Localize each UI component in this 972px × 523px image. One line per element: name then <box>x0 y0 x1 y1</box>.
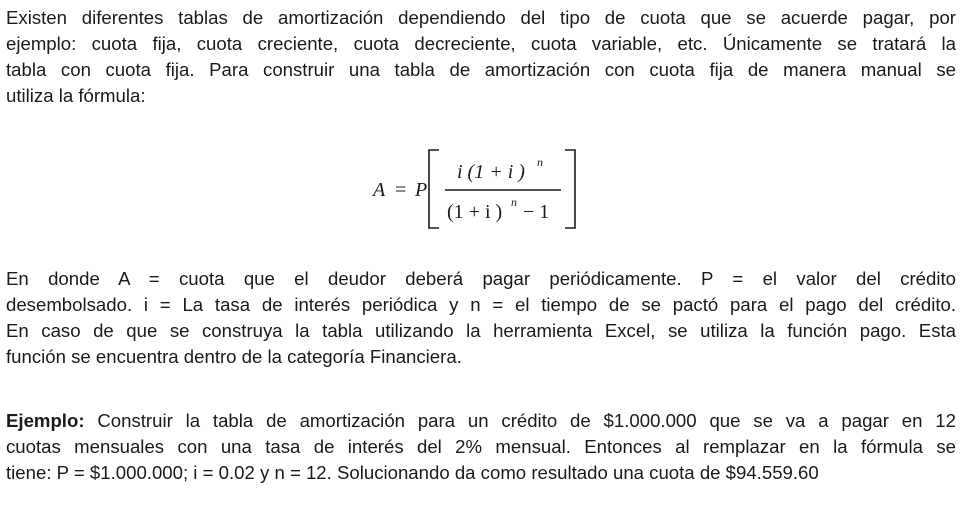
formula-denominator: (1 + i ) <box>447 201 503 223</box>
formula-denominator-tail: − 1 <box>523 201 550 223</box>
formula-numerator-exponent: n <box>537 155 543 169</box>
paragraph-line: utiliza la fórmula: <box>6 85 146 106</box>
formula-lhs: A <box>373 179 386 201</box>
example-label: Ejemplo: <box>6 410 85 431</box>
paragraph-line <box>6 408 956 434</box>
formula-p: P <box>415 179 428 201</box>
formula-denominator-exponent: n <box>511 195 517 209</box>
paragraph-line: En caso de que se construya la tabla utilizando la herramienta Excel, se utiliza la función pago. Esta <box>6 320 956 341</box>
paragraph-line: función se encuentra dentro de la categoría Financiera. <box>6 346 462 367</box>
intro-paragraph <box>6 5 956 109</box>
left-bracket <box>429 150 439 228</box>
paragraph-line: En donde A = cuota que el deudor deberá pagar periódicamente. P = el valor del crédito <box>6 268 956 289</box>
paragraph-line: cuotas mensuales con una tasa de interés del 2% mensual. Entonces al remplazar en la fórmula se <box>6 436 956 457</box>
paragraph-line: tiene: P = $1.000.000; i = 0.02 y n = 12. Solucionando da como resultado una cuota de $94.559.60 <box>6 462 819 483</box>
paragraph-line: Existen diferentes tablas de amortización dependiendo del tipo de cuota que se acuerde pagar, por <box>6 7 956 28</box>
right-bracket <box>565 150 575 228</box>
example-paragraph <box>6 408 956 486</box>
paragraph-line: desembolsado. i = La tasa de interés periódica y n = el tiempo de se pactó para el pago del crédito. <box>6 294 956 315</box>
formula-equals: = <box>395 179 407 201</box>
formula-numerator: i (1 + i ) <box>457 161 525 183</box>
paragraph-line: ejemplo: cuota fija, cuota creciente, cuota decreciente, cuota variable, etc. Únicamente se tratará la <box>6 33 956 54</box>
definitions-paragraph <box>6 266 956 370</box>
amortization-formula <box>365 142 595 237</box>
example-line-rest: Construir la tabla de amortización para un crédito de $1.000.000 que se va a pagar en 12 <box>97 410 956 431</box>
paragraph-line: tabla con cuota fija. Para construir una tabla de amortización con cuota fija de manera manual se <box>6 59 956 80</box>
